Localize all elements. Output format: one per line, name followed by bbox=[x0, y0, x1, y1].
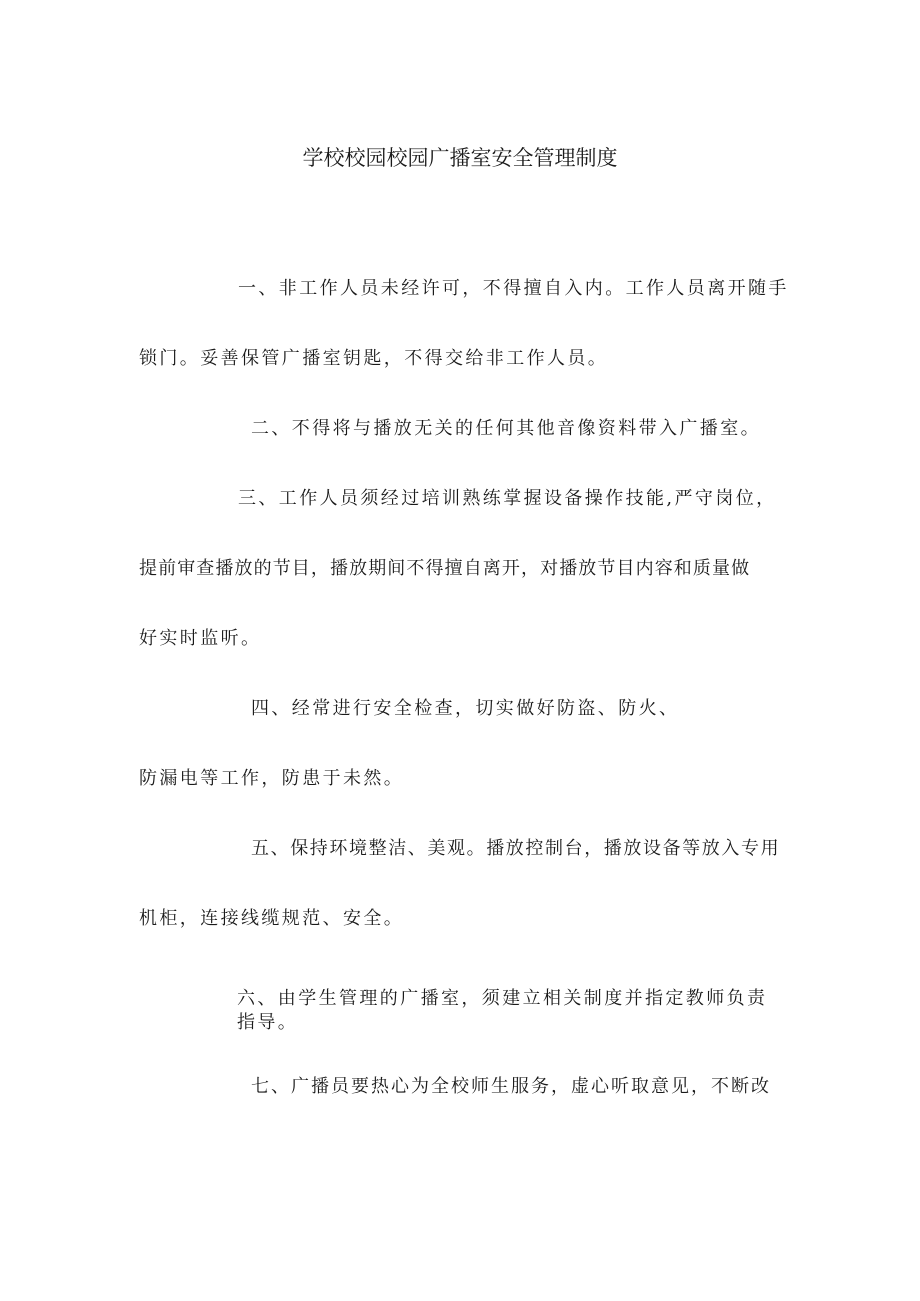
rule-5-line-2: 机柜，连接线缆规范、安全。 bbox=[139, 908, 405, 929]
rule-3-line-3: 好实时监听。 bbox=[139, 628, 262, 649]
rule-5-line-1: 五、保持环境整洁、美观。播放控制台，播放设备等放入专用 bbox=[251, 838, 781, 859]
rule-2-line-1: 二、不得将与播放无关的任何其他音像资料带入广播室。 bbox=[251, 418, 761, 439]
rule-7-line-1: 七、广播员要热心为全校师生服务，虚心听取意见，不断改 bbox=[251, 1076, 771, 1097]
rule-4-line-2: 防漏电等工作，防患于未然。 bbox=[139, 768, 405, 789]
rule-3-line-2: 提前审查播放的节目，播放期间不得擅自离开，对播放节目内容和质量做 bbox=[139, 558, 751, 579]
rule-1-line-1: 一、非工作人员未经许可，不得擅自入内。工作人员离开随手 bbox=[238, 278, 789, 299]
document-title: 学校校园校园广播室安全管理制度 bbox=[302, 146, 618, 170]
rule-6: 六、由学生管理的广播室，须建立相关制度并指定教师负责指导。 bbox=[237, 988, 768, 1033]
rule-1-line-2: 锁门。妥善保管广播室钥匙，不得交给非工作人员。 bbox=[139, 348, 609, 369]
rule-3-line-1: 三、工作人员须经过培训熟练掌握设备操作技能,严守岗位， bbox=[238, 488, 777, 509]
rule-4-line-1: 四、经常进行安全检查，切实做好防盗、防火、 bbox=[251, 698, 680, 719]
